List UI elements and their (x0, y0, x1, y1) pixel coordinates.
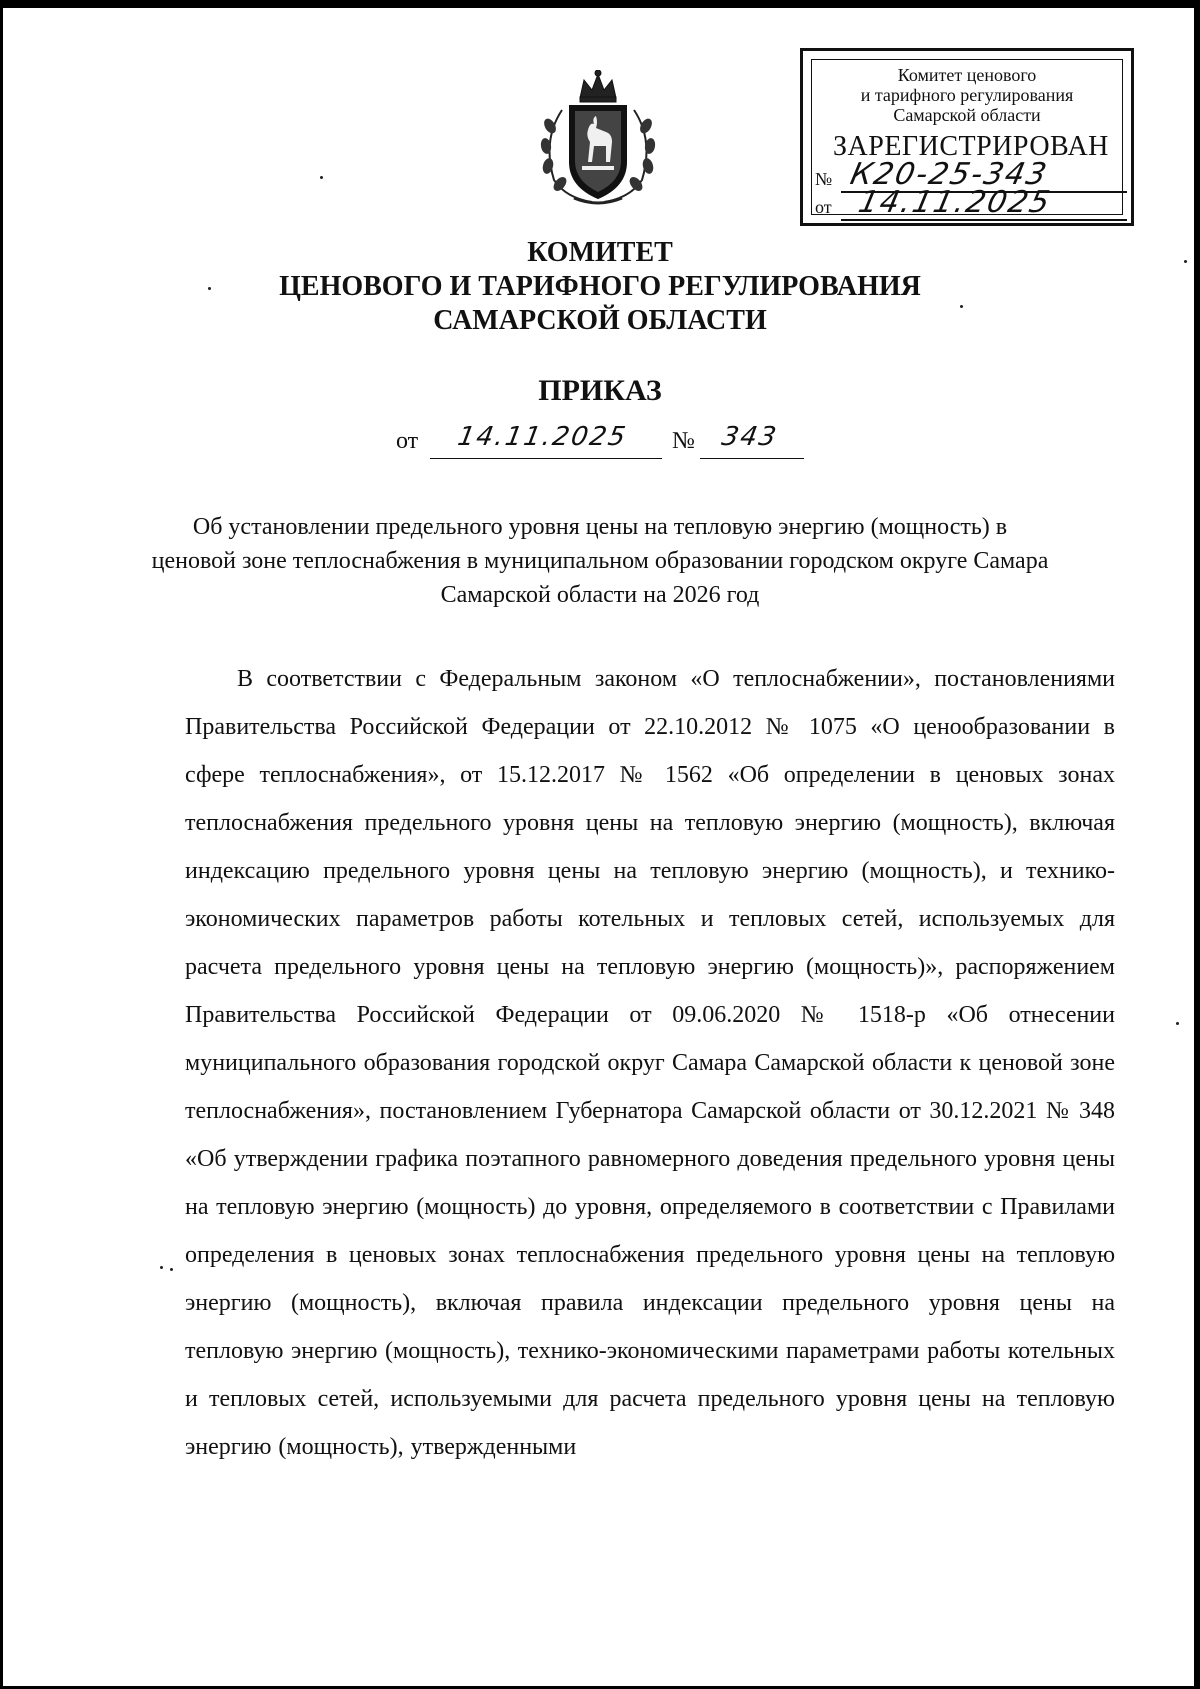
stamp-number-value: К20-25-343 (847, 157, 1052, 192)
order-date-label: от (396, 428, 419, 454)
scan-speck (960, 305, 963, 308)
org-name-line1: КОМИТЕТ (527, 237, 673, 268)
order-number-line (700, 458, 804, 459)
scan-speck (208, 287, 211, 290)
order-number-value: 343 (719, 422, 781, 452)
document-type-title: ПРИКАЗ (538, 374, 662, 407)
order-subject: Об установлении предельного уровня цены на тепловую энергию (мощность) в ценовой зоне теплоснабжения в муниципальном образовании городском округе Самара Самарской области на 2026 год (151, 514, 1049, 608)
stamp-org-line: и тарифного регулирования (860, 85, 1074, 105)
org-name-line3: САМАРСКОЙ ОБЛАСТИ (433, 305, 767, 336)
stamp-org-line: Комитет ценового (897, 65, 1037, 85)
order-date-line (430, 458, 662, 459)
scan-speck (1176, 1022, 1179, 1025)
coat-of-arms-emblem (532, 70, 664, 210)
scan-speck (170, 1268, 173, 1271)
scan-speck (320, 176, 323, 179)
order-number-label: № (672, 428, 695, 454)
stamp-org-line: Самарской области (893, 105, 1041, 125)
stamp-registered-label: ЗАРЕГИСТРИРОВАН (833, 131, 1109, 162)
order-date-value: 14.11.2025 (455, 422, 630, 452)
order-body-text: В соответствии с Федеральным законом «О теплоснабжении», постановлениями Правительства Российской Федерации от 22.10.2012 № 1075 «О ценообразовании в сфере теплоснабжения», от 15.12.2017 № 1562 «Об определении в ценовых зонах теплоснабжения предельного уровня цены на тепловую энергию (мощность), включая индексацию предельного уровня цены на тепловую энергию (мощность), и технико-экономических параметров работы котельных и тепловых сетей, используемых для расчета предельного уровня цены на тепловую энергию (мощность)», распоряжением Правительства Российской Федерации от 09.06.2020 № 1518-р «Об отнесении муниципального образования городской округ Самара Самарской области к ценовой зоне теплоснабжения», постановлением Губернатора Самарской области от 30.12.2021 № 348 «Об утверждении графика поэтапного равномерного доведения предельного уровня цены на тепловую энергию (мощность) до уровня, определяемого в соответствии с Правилами определения в ценовых зонах теплоснабжения предельного уровня цены на тепловую энергию (мощность), включая правила индексации предельного уровня цены на тепловую энергию (мощность), технико-экономическими параметрами работы котельных и тепловых сетей, используемыми для расчета предельного уровня цены на тепловую энергию (мощность), утвержденными (185, 666, 1115, 1460)
stamp-date-label: от (815, 197, 832, 217)
registration-stamp (800, 48, 1134, 226)
scan-speck (160, 1266, 163, 1269)
scan-border-top (0, 0, 1200, 8)
stamp-date-value: 14.11.2025 (855, 185, 1055, 220)
org-name-line2: ЦЕНОВОГО И ТАРИФНОГО РЕГУЛИРОВАНИЯ (279, 271, 921, 302)
stamp-number-label: № (815, 169, 833, 189)
scan-speck (1184, 260, 1187, 263)
